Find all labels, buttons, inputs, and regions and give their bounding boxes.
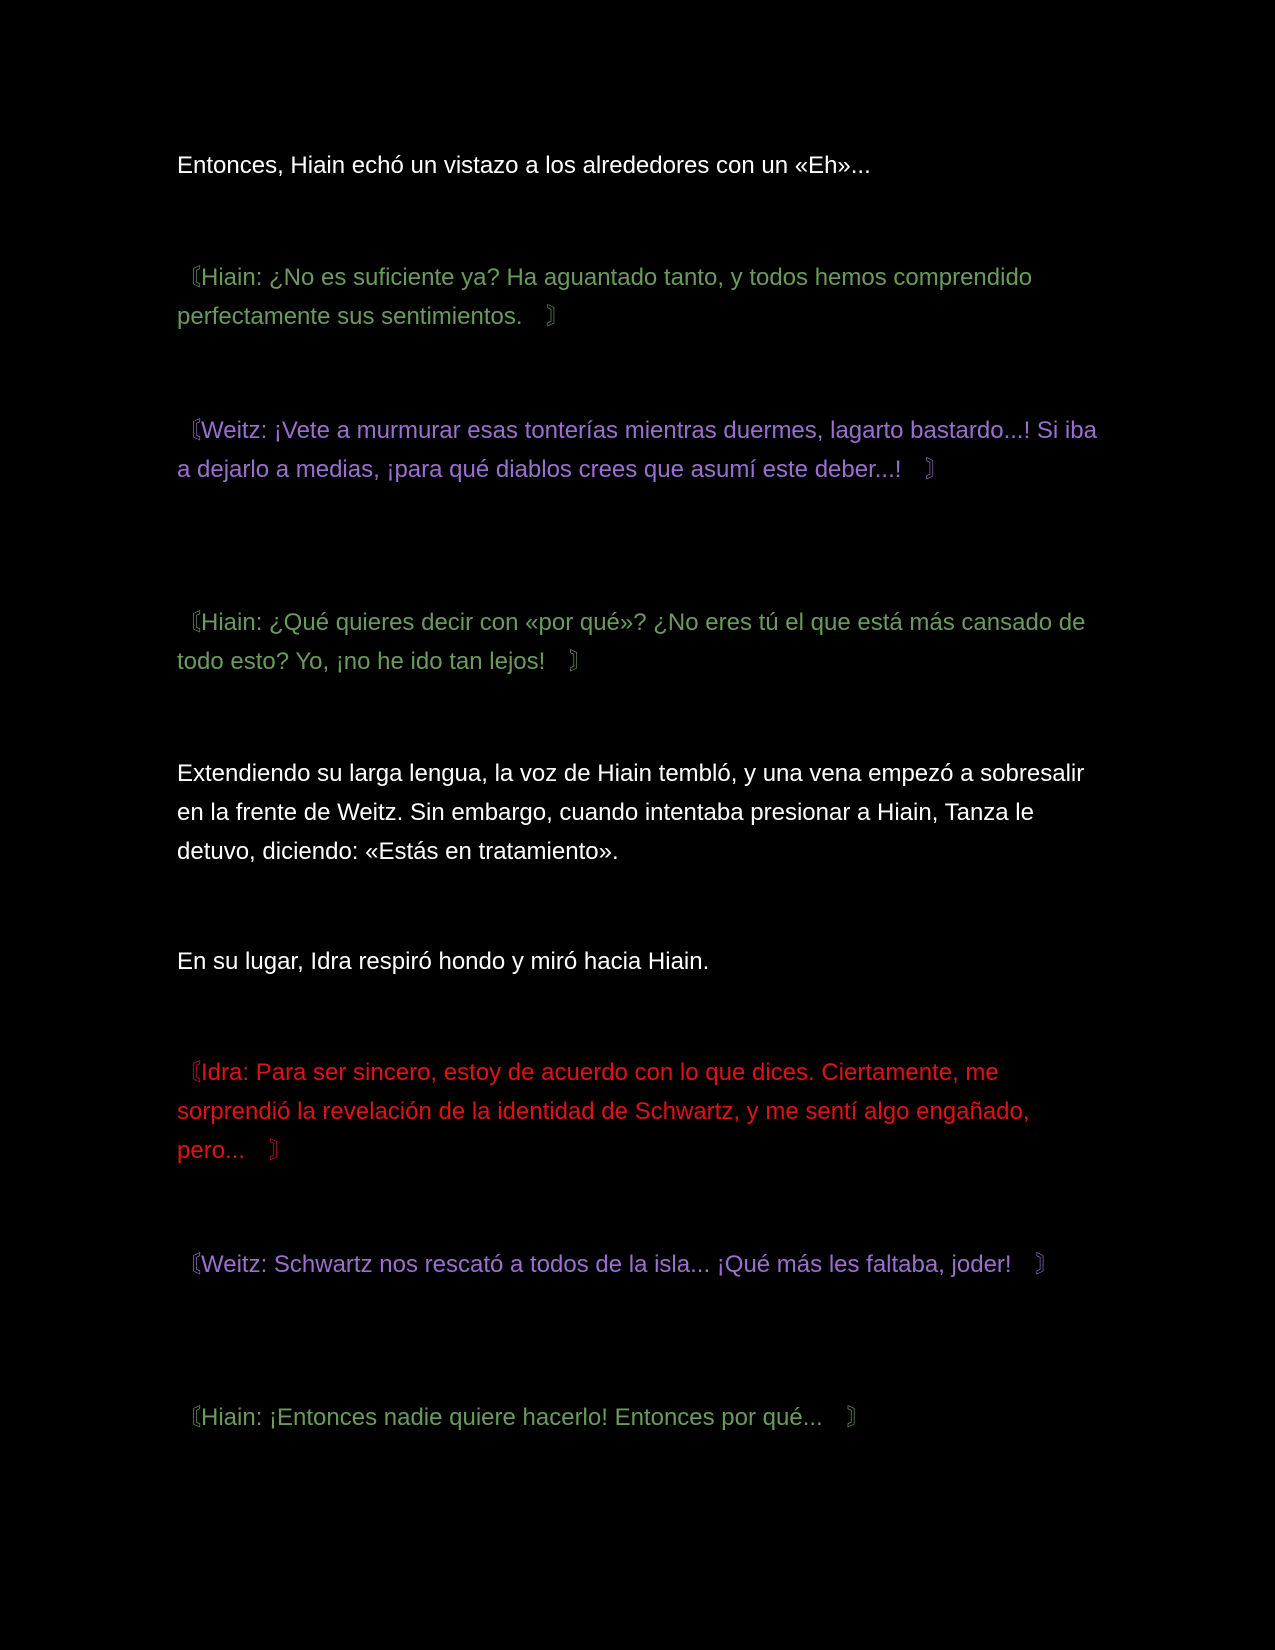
dialogue-hiain-1: 〘Hiain: ¿No es suficiente ya? Ha aguantado tanto, y todos hemos comprendido perfectamente sus sentimientos. 〙 <box>177 264 1033 330</box>
narration-paragraph-1: Entonces, Hiain echó un vistazo a los alrededores con un «Eh»... <box>177 152 871 179</box>
dialogue-weitz-2: 〘Weitz: Schwartz nos rescató a todos de la isla... ¡Qué más les faltaba, joder! 〙 <box>177 1251 1060 1278</box>
narration-paragraph-2: Extendiendo su larga lengua, la voz de Hiain tembló, y una vena empezó a sobresalir en la frente de Weitz. Sin embargo, cuando intentaba presionar a Hiain, Tanza le detuvo, diciendo: «Estás en tratamiento». <box>177 760 1085 865</box>
dialogue-hiain-3: 〘Hiain: ¡Entonces nadie quiere hacerlo! Entonces por qué... 〙 <box>177 1404 871 1431</box>
dialogue-hiain-2: 〘Hiain: ¿Qué quieres decir con «por qué»? ¿No eres tú el que está más cansado de todo esto? Yo, ¡no he ido tan lejos! 〙 <box>177 609 1086 675</box>
dialogue-weitz-1: 〘Weitz: ¡Vete a murmurar esas tonterías mientras duermes, lagarto bastardo...! Si iba a dejarlo a medias, ¡para qué diablos crees que asumí este deber...! 〙 <box>177 417 1097 483</box>
narration-paragraph-3: En su lugar, Idra respiró hondo y miró hacia Hiain. <box>177 948 710 975</box>
dialogue-idra-1: 〘Idra: Para ser sincero, estoy de acuerdo con lo que dices. Ciertamente, me sorprendió la revelación de la identidad de Schwartz, y me sentí algo engañado, pero... 〙 <box>177 1059 1030 1164</box>
